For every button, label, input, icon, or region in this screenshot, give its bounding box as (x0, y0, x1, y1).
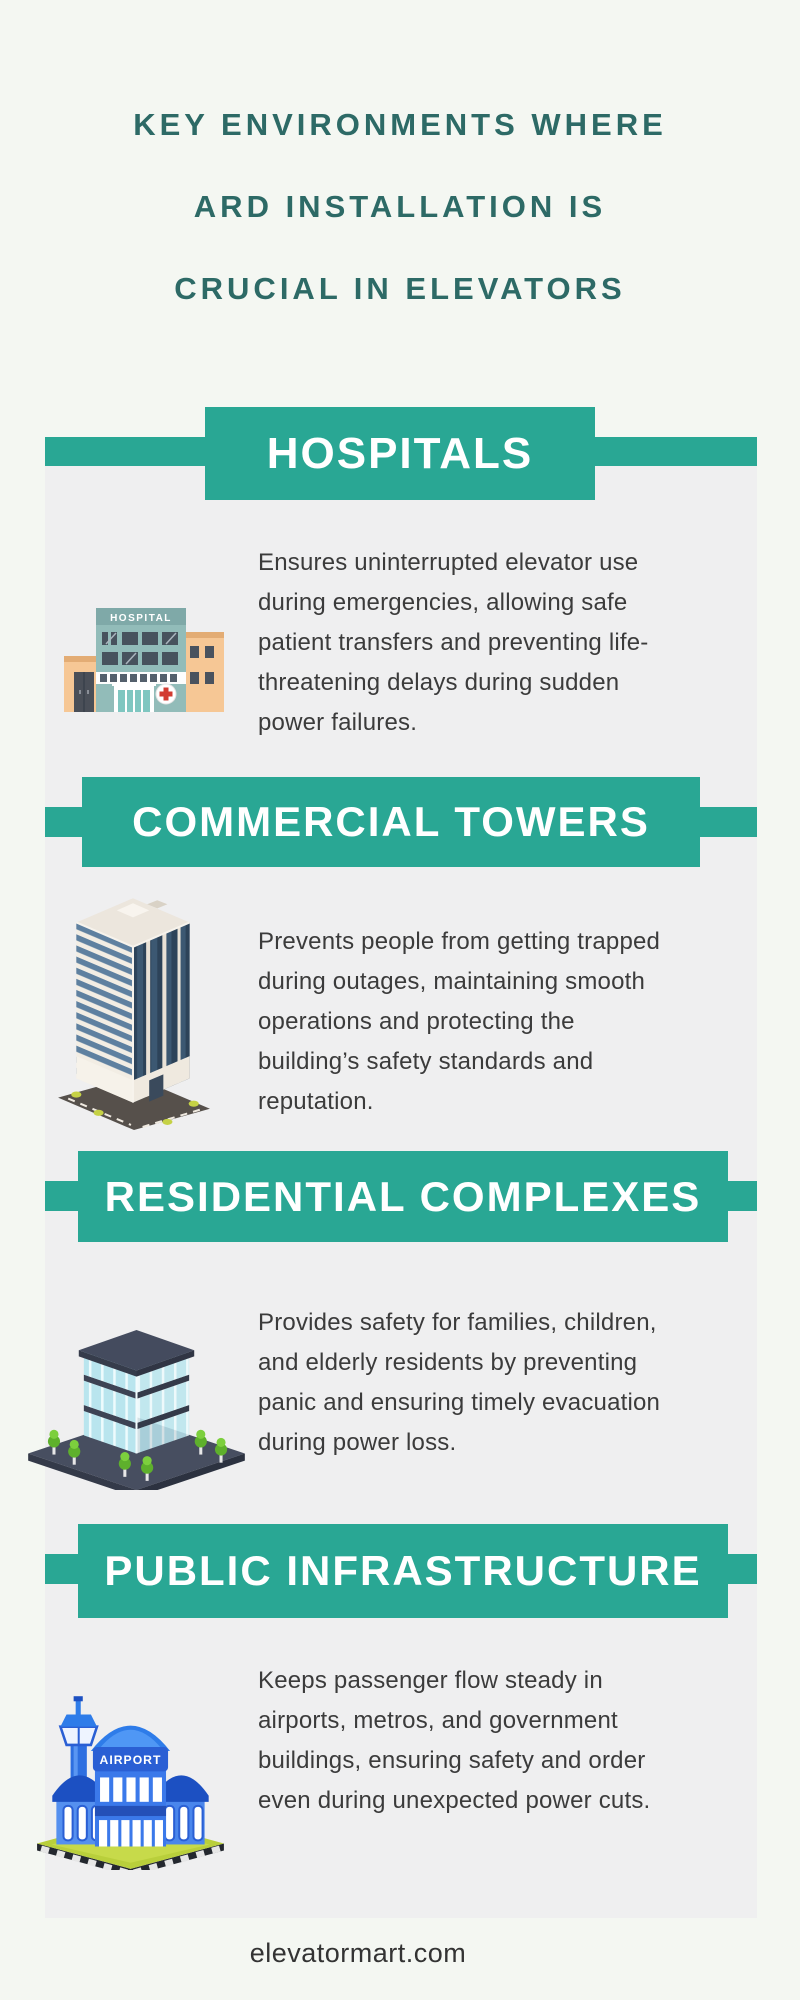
residential-complex-illustration (28, 1328, 246, 1490)
section-commercial-banner (82, 777, 700, 867)
page-title-line-3: CRUCIAL IN ELEVATORS (174, 271, 626, 306)
commercial-tower-illustration (58, 882, 210, 1130)
commercial-tower-icon (58, 882, 210, 1130)
airport-sign-text: AIRPORT (99, 1753, 162, 1768)
section-hospitals-banner (205, 407, 595, 500)
page-title-line-2: ARD INSTALLATION IS (193, 189, 607, 224)
tower-building (76, 898, 189, 1104)
section-commercial-description: Prevents people from getting trapped during outages, maintaining smooth operations and protecting the building’s safety standards and reputation. (258, 928, 661, 1115)
residential-building (79, 1330, 194, 1454)
airport-building-illustration (32, 1692, 230, 1870)
section-public-description: Keeps passenger flow steady in airports, metros, and government buildings, ensuring safety and order even during unexpected power cuts. (258, 1667, 651, 1814)
section-hospitals-title: HOSPITALS (266, 428, 534, 478)
page-title-line-1: KEY ENVIRONMENTS WHERE (133, 107, 667, 142)
residential-complex-icon (28, 1328, 246, 1490)
airport-building-icon (32, 1692, 230, 1870)
section-residential-banner (78, 1151, 728, 1242)
footer-website: elevatormart.com (249, 1938, 467, 1968)
section-hospitals-description: Ensures uninterrupted elevator use during emergencies, allowing safe patient transfers and preventing life-threatening delays during sudden power failures. (258, 549, 649, 736)
hospital-sign-text: HOSPITAL (110, 613, 172, 624)
airport-main-hall (91, 1726, 170, 1847)
hospital-building-icon (62, 588, 227, 718)
hospital-building-illustration (62, 588, 227, 718)
section-residential-description: Provides safety for families, children, and elderly residents by preventing panic and ensuring timely evacuation during power loss. (258, 1309, 661, 1456)
section-public-banner (78, 1524, 728, 1618)
section-public-title: PUBLIC INFRASTRUCTURE (104, 1547, 702, 1594)
section-commercial-title: COMMERCIAL TOWERS (132, 798, 650, 845)
hospital-red-cross-icon (156, 684, 176, 704)
section-residential-title: RESIDENTIAL COMPLEXES (104, 1172, 702, 1220)
page-title (0, 84, 800, 330)
